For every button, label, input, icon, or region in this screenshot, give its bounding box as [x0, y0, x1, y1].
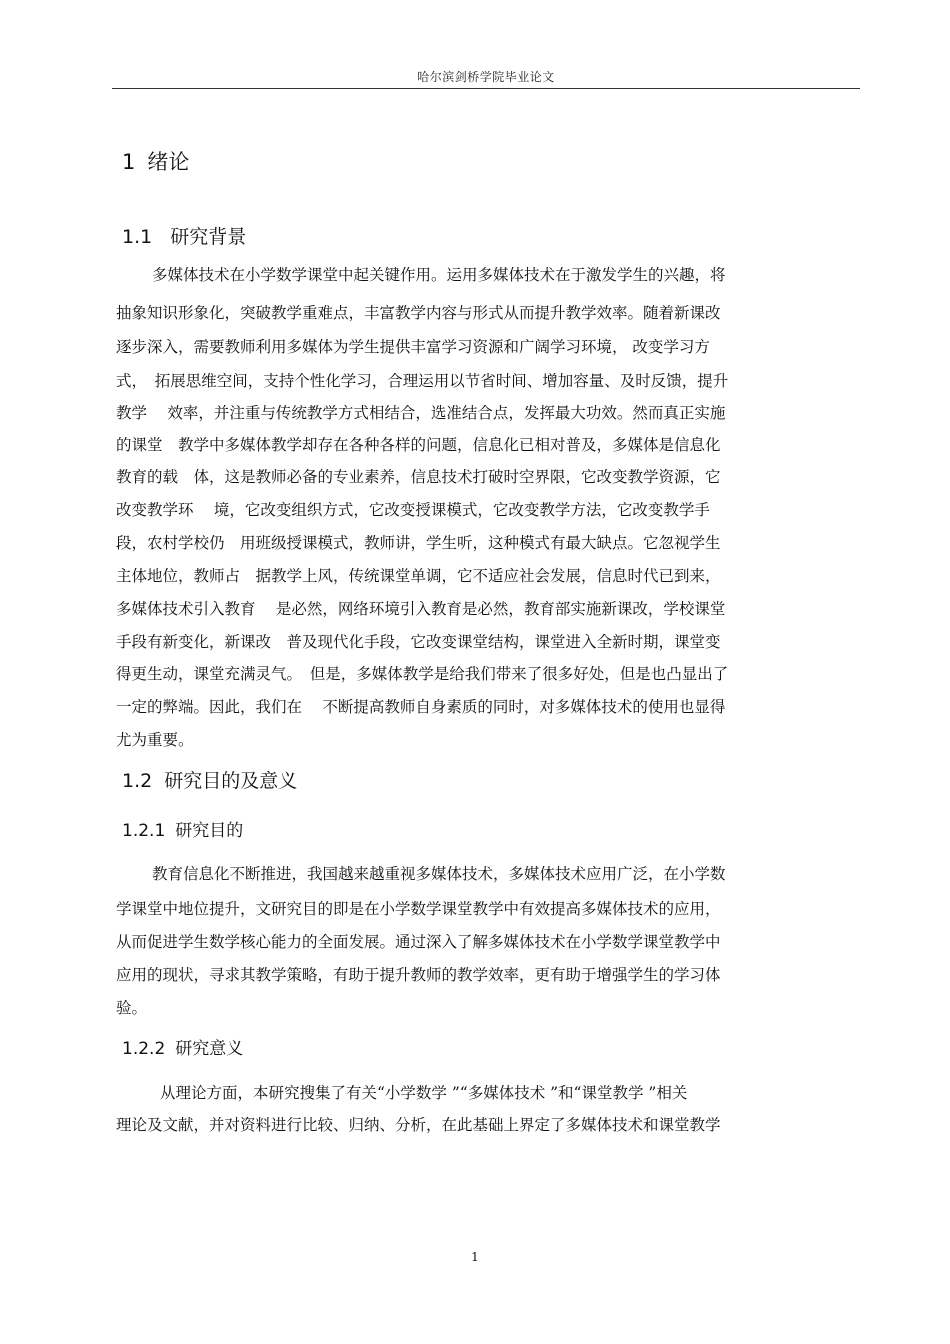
section-1-1-heading: [122, 222, 246, 249]
paragraph-line: 式， 拓展思维空间，支持个性化学习，合理运用以节省时间、增加容量、及时反馈，提升: [116, 372, 729, 390]
paragraph-line: 逐步深入，需要教师利用多媒体为学生提供丰富学习资源和广阔学习环境， 改变学习方: [116, 338, 710, 356]
paragraph-line: 一定的弊端。因此，我们在 不断提高教师自身素质的同时，对多媒体技术的使用也显得: [116, 698, 726, 716]
paragraph-line: 理论及文献，并对资料进行比较、归纳、分析，在此基础上界定了多媒体技术和课堂教学: [116, 1116, 721, 1134]
paragraph-line: 改变教学环 境，它改变组织方式，它改变授课模式，它改变教学方法，它改变教学手: [116, 501, 710, 519]
paragraph-line: 教育信息化不断推进，我国越来越重视多媒体技术，多媒体技术应用广泛，在小学数: [152, 865, 726, 883]
chapter-heading: [122, 146, 189, 176]
paragraph-line: 手段有新变化，新课改 普及现代化手段，它改变课堂结构，课堂进入全新时期，课堂变: [116, 633, 721, 651]
section-number: 1.2: [122, 770, 153, 792]
section-1-2-heading: [122, 766, 297, 793]
paragraph-line: 学课堂中地位提升，文研究目的即是在小学数学课堂教学中有效提高多媒体技术的应用，: [116, 900, 721, 918]
page-number: 1: [471, 1250, 479, 1264]
paragraph-line: 教学 效率，并注重与传统教学方式相结合，选准结合点，发挥最大功效。然而真正实施: [116, 404, 726, 422]
section-number: 1.1: [122, 226, 153, 248]
section-1-2-2-heading: [122, 1034, 243, 1059]
paragraph-line: 多媒体技术在小学数学课堂中起关键作用。运用多媒体技术在于激发学生的兴趣，将: [152, 266, 726, 284]
paragraph-line: 教育的载 体，这是教师必备的专业素养，信息技术打破时空界限，它改变教学资源，它: [116, 468, 721, 486]
paragraph-line: 主体地位，教师占 据教学上风，传统课堂单调，它不适应社会发展，信息时代已到来，: [116, 567, 721, 585]
section-title: 研究背景: [170, 226, 247, 248]
paragraph-line: 应用的现状，寻求其教学策略，有助于提升教师的教学效率，更有助于增强学生的学习体: [116, 966, 721, 984]
paragraph-line: 多媒体技术引入教育 是必然，网络环境引入教育是必然，教育部实施新课改，学校课堂: [116, 600, 726, 618]
running-header: 哈尔滨剑桥学院毕业论文: [417, 70, 555, 84]
paragraph-line: 从而促进学生数学核心能力的全面发展。通过深入了解多媒体技术在小学数学课堂教学中: [116, 933, 721, 951]
paragraph-line: 得更生动，课堂充满灵气。 但是，多媒体教学是给我们带来了很多好处，但是也凸显出了: [116, 665, 729, 683]
section-1-2-1-heading: [122, 816, 243, 841]
chapter-number: 1: [122, 150, 136, 174]
paragraph-line: 抽象知识形象化，突破教学重难点，丰富教学内容与形式从而提升教学效率。随着新课改: [116, 304, 721, 322]
section-number: 1.2.1: [122, 821, 166, 841]
header-divider: [112, 88, 860, 89]
paragraph-line: 段，农村学校仍 用班级授课模式，教师讲，学生听，这种模式有最大缺点。它忽视学生: [116, 534, 721, 552]
section-number: 1.2.2: [122, 1039, 166, 1059]
paragraph-line: 尤为重要。: [116, 731, 194, 749]
paragraph-line: 验。: [116, 999, 148, 1017]
section-title: 研究意义: [175, 1039, 244, 1059]
section-title: 研究目的及意义: [164, 770, 298, 792]
chapter-title: 绪论: [147, 150, 190, 174]
section-title: 研究目的: [175, 821, 244, 841]
paragraph-line: 从理论方面，本研究搜集了有关“小学数学 ”“多媒体技术 ”和“课堂教学 ”相关: [160, 1084, 688, 1102]
paragraph-line: 的课堂 教学中多媒体教学却存在各种各样的问题，信息化已相对普及，多媒体是信息化: [116, 436, 721, 454]
